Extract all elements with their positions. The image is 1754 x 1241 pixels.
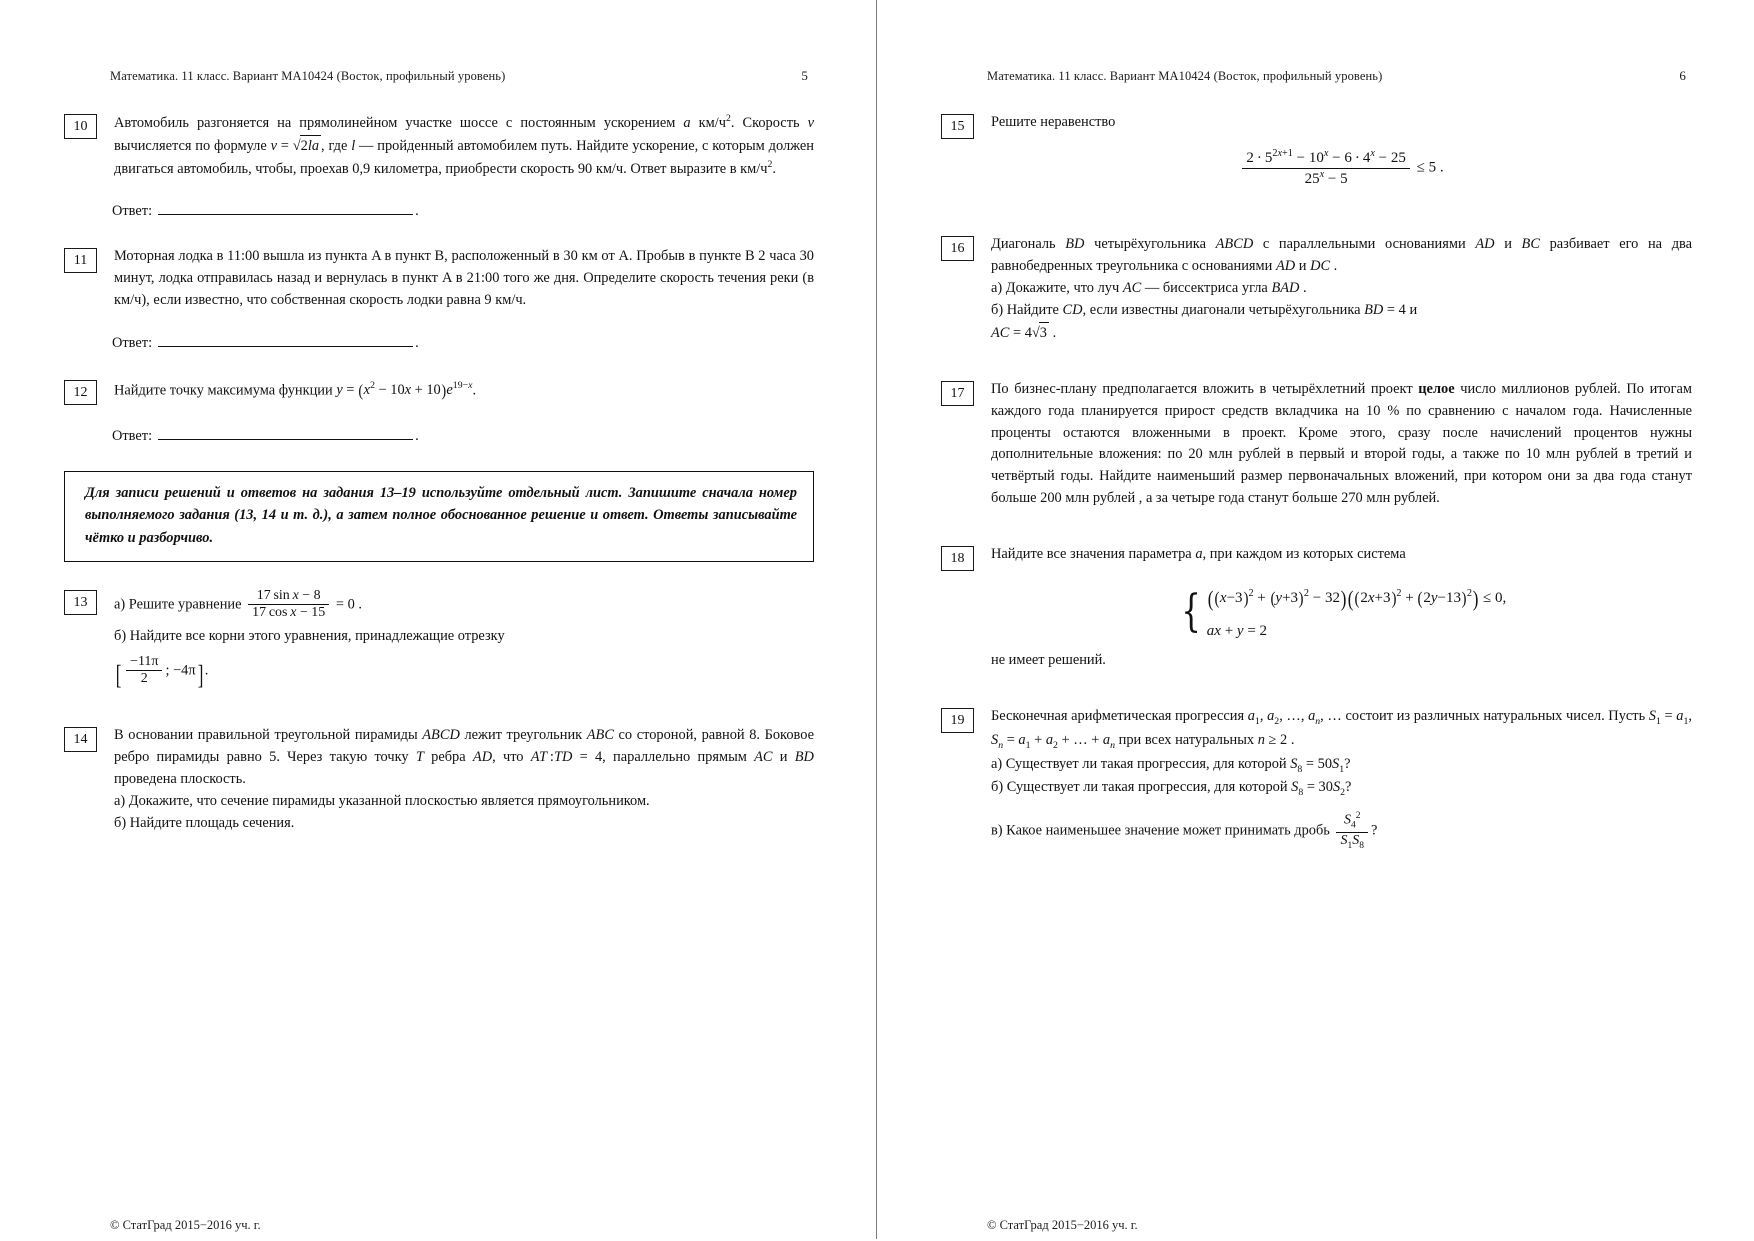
task-18-text-a: Найдите все значения параметра — [991, 546, 1192, 563]
task-number: 17 — [941, 381, 974, 406]
task-number: 14 — [64, 727, 97, 752]
task-14-text-a: В основании правильной треугольной пирамиды — [114, 727, 418, 743]
task-number: 12 — [64, 380, 97, 405]
task-14-text-b: лежит треугольник — [464, 727, 583, 743]
task-16-text-e: разбивает его на два равнобедренных треугольника с основаниями — [991, 236, 1693, 275]
page-number: 5 — [801, 68, 808, 83]
task-19-text-e: б) Существует ли такая прогрессия, для которой — [991, 779, 1288, 796]
task-19 — [941, 706, 1692, 852]
task-14-text-j: б) Найдите площадь сечения. — [114, 814, 295, 831]
answer-line-11: Ответ: . — [112, 334, 419, 351]
task-19-text-d: а) Существует ли такая прогрессия, для которой — [991, 755, 1287, 772]
task-13 — [64, 588, 814, 697]
task-16-text-f: и — [1298, 258, 1307, 275]
instruction-text: Для записи решений и ответов на задания 13–19 используйте отдельный лист. Запишите сначала номер выполняемого задания (13, 14 и т. д.), а затем полное обоснованное решение и ответ. Ответы записывайте чётко и разборчиво. — [85, 484, 797, 546]
task-16-text-i: б) Найдите — [991, 301, 1059, 318]
page-footer-right: © СтатГрад 2015−2016 уч. г. — [987, 1218, 1138, 1232]
task-17-bold: целое — [1418, 380, 1455, 397]
task-15-text: Решите неравенство — [991, 114, 1116, 130]
task-16-text-c: с параллельными основаниями — [1262, 236, 1466, 253]
header-title: Математика. 11 класс. Вариант МА10424 (Восток, профильный уровень) — [987, 69, 1383, 83]
task-19-text-b: состоит из различных натуральных чисел. Пусть — [1345, 708, 1646, 725]
task-19-text-f: в) Какое наименьшее значение может принимать дробь — [991, 822, 1330, 839]
page-right — [877, 0, 1754, 1239]
page-left — [0, 0, 877, 1239]
task-14-text-h: проведена плоскость. — [114, 770, 246, 787]
task-number: 10 — [64, 114, 97, 139]
answer-blank[interactable] — [158, 202, 413, 215]
task-19-text-c: при всех натуральных — [1118, 731, 1255, 748]
task-body — [114, 246, 814, 312]
task-18 — [941, 544, 1692, 672]
page-right-body — [941, 112, 1692, 852]
task-16-text-h: — биссектриса угла — [1144, 280, 1268, 297]
task-number: 19 — [941, 708, 974, 733]
task-17 — [941, 379, 1692, 510]
task-16-text-j: , если известны диагонали четырёхугольника — [1082, 301, 1361, 318]
task-16-text-k: и — [1409, 301, 1418, 318]
page-header-left — [110, 68, 816, 84]
task-body: Автомобиль разгоняется на прямолинейном участке шоссе с постоянным ускорением a $км/ч^2$. Скорость v вычисляется по формуле v = √2la , где l — пройденный автомобилем путь. Найдите ускорение, с которым должен двигаться автомобиль, чтобы, проехав 0,9 километра, приобрести скорость 90 км/ч. Ответ выразите в $км/ч^2$. — [114, 113, 814, 177]
task-14-text-d: ребра — [431, 748, 466, 765]
task-14-text-i: а) Докажите, что сечение пирамиды указанной плоскостью является прямоугольником. — [114, 792, 650, 809]
task-10-unit: км/ч — [698, 114, 726, 131]
task-15-formula: $\frac{2 \cdot 5^{2x+1} - 10^x - 6 \cdot 4^x - 25}{25^x - 5}$ ≤ 5 . — [991, 148, 1692, 188]
page-header-right — [987, 68, 1694, 84]
task-18-system: { $((x-3)^2 + (y+3)^2 - 32)((2x+3)^2 + (2y-13)^2) \le 0$, ax + y = 2 — [1180, 586, 1507, 640]
task-16-text-a: Диагональ — [991, 236, 1056, 253]
task-16-text-d: и — [1504, 236, 1512, 253]
task-18-text-b: , при каждом из которых система — [1202, 546, 1406, 563]
answer-label: Ответ: — [112, 203, 153, 220]
task-10 — [64, 112, 814, 180]
task-10-text-d: вычисляется по формуле — [114, 137, 267, 154]
task-19-text-a: Бесконечная арифметическая прогрессия — [991, 708, 1245, 725]
task-body: Диагональ BD четырёхугольника ABCD с параллельными основаниями AD и BC разбивает его на два равнобедренных треугольника с основаниями AD и DC . а) Докажите, что луч AC — биссектриса угла BAD . б) Найдите CD, если известны диагонали четырёхугольника BD = 4 и AC = 4√3 . — [991, 234, 1692, 344]
answer-blank[interactable] — [158, 334, 413, 347]
task-number: 16 — [941, 236, 974, 261]
task-number: 11 — [64, 248, 97, 273]
task-14-text-f: параллельно прямым — [613, 748, 747, 765]
task-10-text-f: — пройденный автомобилем путь. Найдите ускорение, с которым должен двигаться автомобиль, чтобы, проехав 0,9 километра, приобрести скорость 90 км/ч. Ответ выразите в — [114, 137, 814, 177]
task-number: 18 — [941, 546, 974, 571]
page-footer-left: © СтатГрад 2015−2016 уч. г. — [110, 1218, 261, 1232]
task-14-text-c: со стороной, равной 8. Боковое ребро пирамиды равно 5. Через такую точку — [114, 727, 814, 765]
task-body: Найдите точку максимума функции $y = (x^2 - 10x + 10)e^{19-x}$. — [114, 380, 477, 400]
task-number: 13 — [64, 590, 97, 615]
task-14 — [64, 725, 814, 834]
task-17-text-a: По бизнес-плану предполагается вложить в четырёхлетний проект — [991, 380, 1419, 397]
task-11 — [64, 246, 814, 312]
task-14-text-e: что — [502, 748, 524, 765]
task-10-text-a: Автомобиль разгоняется на прямолинейном участке шоссе с постоянным ускорением — [114, 114, 676, 131]
answer-line-12: Ответ: . — [112, 427, 419, 444]
task-body: Найдите все значения параметра a, при каждом из которых система { $((x-3)^2 + (y+3)^2 - 32)((2x+3)^2 + (2y-13)^2) \le 0$, ax + y = 2 не имеет решений. — [991, 544, 1692, 672]
task-15 — [941, 112, 1692, 194]
task-10-text-e: , где — [321, 137, 348, 154]
page-left-body — [64, 112, 814, 834]
task-16-text-b: четырёхугольника — [1094, 236, 1206, 253]
header-title: Математика. 11 класс. Вариант МА10424 (Восток, профильный уровень) — [110, 69, 506, 83]
task-13-text-b: б) Найдите все корни этого уравнения, принадлежащие отрезку — [114, 627, 505, 644]
task-16-text-g: а) Докажите, что луч — [991, 280, 1120, 297]
task-10-text-c: . Скорость — [730, 114, 800, 131]
task-number: 15 — [941, 114, 974, 139]
task-11-text: Моторная лодка в 11:00 вышла из пункта A в пункт B, расположенный в 30 км от A. Пробыв в пункте B 2 часа 30 минут, лодка отправилась назад и вернулась в пункт A в 21:00 того же дня. Определите скорость течения реки (в км/ч), если известно, что собственная скорость лодки равна 9 км/ч. — [114, 248, 814, 309]
instruction-box — [64, 471, 814, 562]
task-14-text-g: и — [779, 748, 788, 765]
task-12 — [64, 378, 814, 405]
task-body: Бесконечная арифметическая прогрессия $a_1$, $a_2$, …, $a_n$, … состоит из различных натуральных чисел. Пусть $S_1 = a_1$, $S_n = a_1 + a_2$ + … + $a_n$ при всех натуральных n ≥ 2 . а) Существует ли такая прогрессия, для которой $S_8 = 50S_1$? б) Существует ли такая прогрессия, для которой $S_8 = 30S_2$? в) Какое наименьшее значение может принимать дробь $\frac{S_4^2}{S_1S_8}$ ? — [991, 708, 1692, 851]
task-body — [991, 112, 1692, 194]
task-body: а) Решите уравнение $\frac{\text{17 sin x − 8}}{\text{17 cos x − 15}}$ = 0 . б) Найдите все корни этого уравнения, принадлежащие отрезку [ $\frac{-11\pi}{2}$ ; −4π] . — [114, 587, 505, 691]
task-18-text-c: не имеет решений. — [991, 652, 1106, 669]
task-body: В основании правильной треугольной пирамиды ABCD лежит треугольник ABC со стороной, равной 8. Боковое ребро пирамиды равно 5. Через такую точку T ребра AD, что AT :TD = 4, параллельно прямым AC и BD проведена плоскость. а) Докажите, что сечение пирамиды указанной плоскостью является прямоугольником. б) Найдите площадь сечения. — [114, 725, 814, 834]
task-16 — [941, 234, 1692, 344]
task-12-text: Найдите точку максимума функции — [114, 382, 333, 399]
task-13-text-a: а) Решите уравнение — [114, 596, 242, 613]
page-number: 6 — [1679, 68, 1686, 83]
answer-label: Ответ: — [112, 334, 153, 351]
answer-label: Ответ: — [112, 427, 153, 444]
task-17-text-b: число миллионов рублей. По итогам каждого года планируется прирост средств вкладчика на 10 % по сравнению с началом года. Начисленные проценты остаются вложенными в проект. Кроме этого, сразу после начислений процентов нужны дополнительные вложения: по 20 млн рублей в первый и второй годы, а также по 10 млн рублей в третий и четвёртый годы. Найдите наименьший размер первоначальных вложений, при котором они за два года станут больше 200 млн рублей , а за четыре года станут больше 270 млн рублей. — [991, 380, 1692, 507]
answer-line-10: Ответ: . — [112, 203, 419, 220]
task-body — [991, 379, 1692, 510]
answer-blank[interactable] — [158, 427, 413, 440]
